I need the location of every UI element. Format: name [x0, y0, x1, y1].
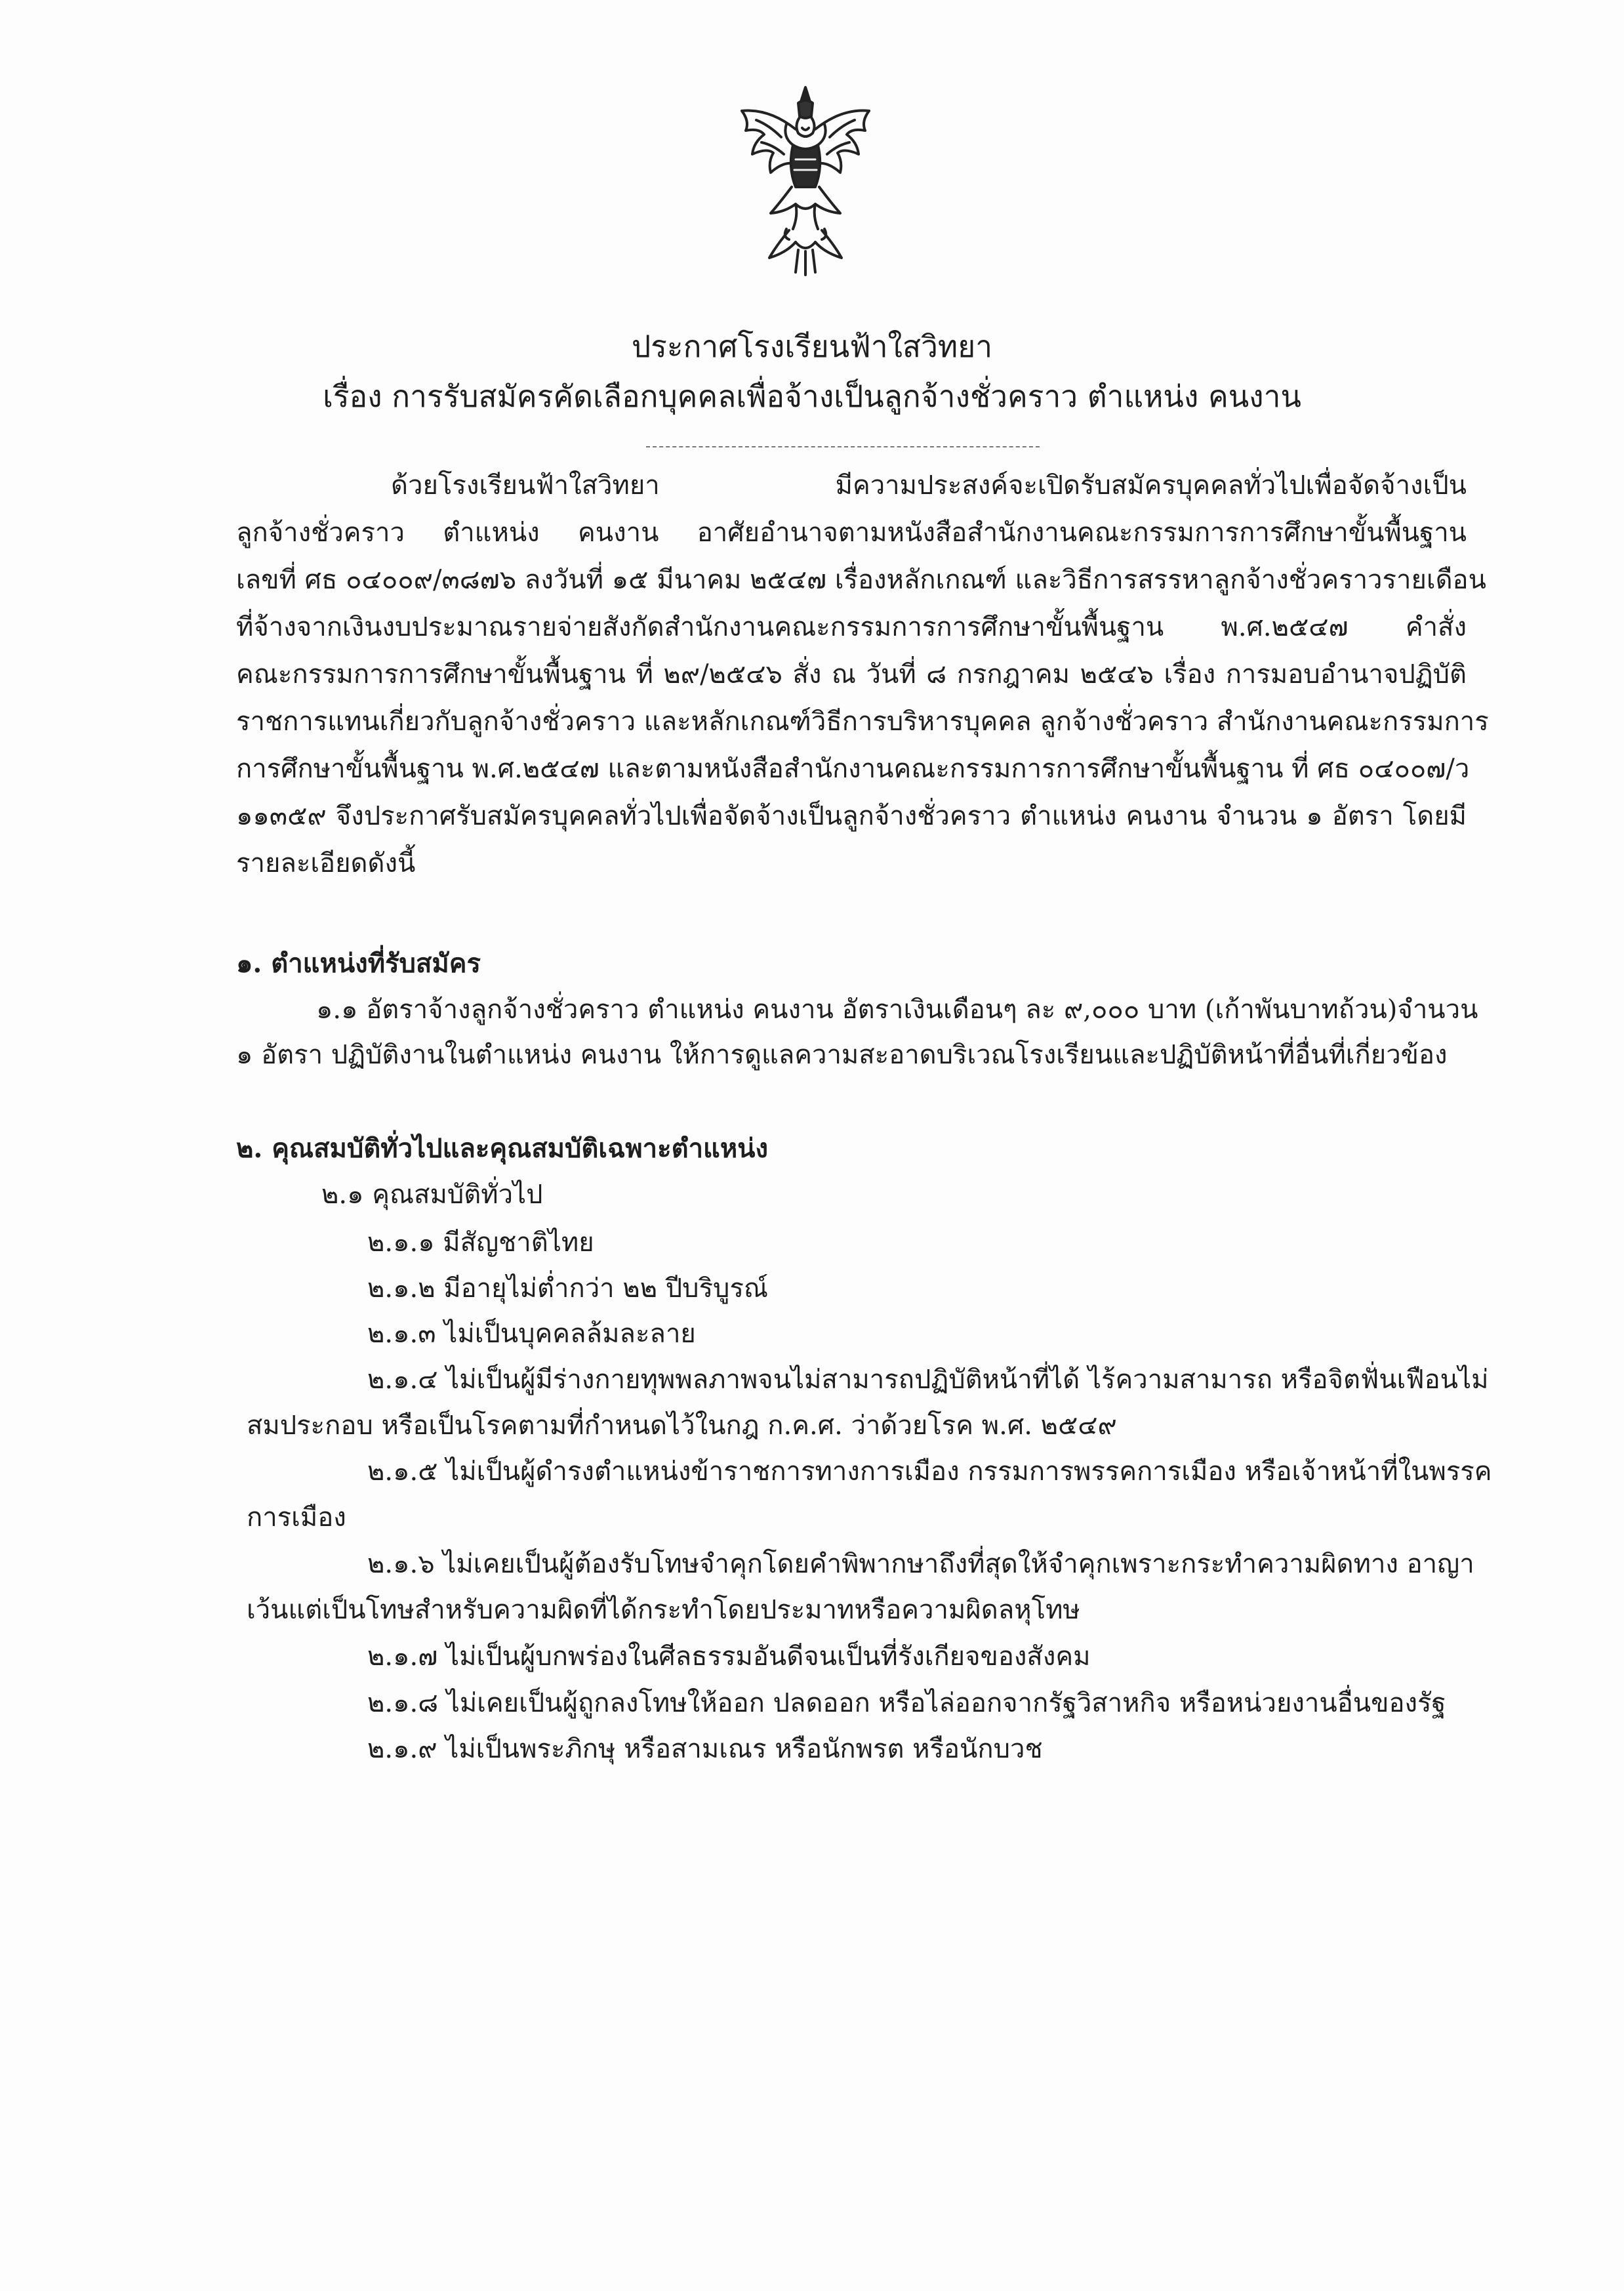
qualification-item-cont: การเมือง — [247, 1502, 346, 1533]
garuda-emblem-icon — [730, 82, 881, 279]
qualification-item: ๒.๑.๗ ไม่เป็นผู้บกพร่องในศีลธรรมอันดีจนเป็นที่รังเกียจของสังคม — [367, 1641, 1091, 1672]
intro-line: ๑๑๓๕๙ จึงประกาศรับสมัครบุคคลทั่วไปเพื่อจัดจ้างเป็นลูกจ้างชั่วคราว ตำแหน่ง คนงาน จำนวน ๑ อัตรา โดยมี — [236, 801, 1467, 831]
qualification-item-cont: เว้นแต่เป็นโทษสำหรับความผิดที่ได้กระทำโดยประมาทหรือความผิดลหุโทษ — [247, 1595, 1080, 1625]
intro-line: การศึกษาขั้นพื้นฐาน พ.ศ.๒๕๔๗ และตามหนังสือสำนักงานคณะกรรมการการศึกษาขั้นพื้นฐาน ที่ ศธ ๐๔๐๐๗/ว — [236, 754, 1470, 784]
section-1-heading: ๑. ตำแหน่งที่รับสมัคร — [236, 948, 481, 979]
intro-line: ที่จ้างจากเงินงบประมาณรายจ่ายสังกัดสำนักงานคณะกรรมการการศึกษาขั้นพื้นฐาน พ.ศ.๒๕๔๗ คำสั่ง — [236, 612, 1467, 642]
qualification-item: ๒.๑.๘ ไม่เคยเป็นผู้ถูกลงโทษให้ออก ปลดออก หรือไล่ออกจากรัฐวิสาหกิจ หรือหน่วยงานอื่นของรัฐ — [367, 1688, 1446, 1718]
announcement-title: ประกาศโรงเรียนฟ้าใสวิทยา — [631, 329, 993, 364]
intro-line: ด้วยโรงเรียนฟ้าใสวิทยา มีความประสงค์จะเปิดรับสมัครบุคคลทั่วไปเพื่อจัดจ้างเป็น — [391, 470, 1467, 501]
section-1-line: ๑ อัตรา ปฏิบัติงานในตำแหน่ง คนงาน ให้การดูแลความสะอาดบริเวณโรงเรียนและปฏิบัติหน้าที่อื่นที่เกี่ยวข้อง — [236, 1040, 1448, 1070]
section-2-heading: ๒. คุณสมบัติทั่วไปและคุณสมบัติเฉพาะตำแหน่ง — [236, 1133, 769, 1164]
intro-line: คณะกรรมการการศึกษาขั้นพื้นฐาน ที่ ๒๙/๒๕๔๖ สั่ง ณ วันที่ ๘ กรกฎาคม ๒๕๔๖ เรื่อง การมอบอำนาจปฏิบัติ — [236, 659, 1467, 690]
qualification-item: ๒.๑.๒ มีอายุไม่ต่ำกว่า ๒๒ ปีบริบูรณ์ — [367, 1273, 769, 1304]
qualification-item: ๒.๑.๓ ไม่เป็นบุคคลล้มละลาย — [367, 1319, 696, 1349]
intro-line: เลขที่ ศธ ๐๔๐๐๙/๓๘๗๖ ลงวันที่ ๑๕ มีนาคม ๒๕๔๗ เรื่องหลักเกณฑ์ และวิธีการสรรหาลูกจ้างชั่วคราวรายเดือน — [236, 565, 1486, 595]
qualification-item: ๒.๑.๖ ไม่เคยเป็นผู้ต้องรับโทษจำคุกโดยคำพิพากษาถึงที่สุดให้จำคุกเพราะกระทำความผิดทาง อาญา — [367, 1549, 1474, 1579]
section-1-line: ๑.๑ อัตราจ้างลูกจ้างชั่วคราว ตำแหน่ง คนงาน อัตราเงินเดือนๆ ละ ๙,๐๐๐ บาท (เก้าพันบาทถ้วน)จำนวน — [316, 995, 1478, 1025]
qualification-item-cont: สมประกอบ หรือเป็นโรคตามที่กำหนดไว้ในกฎ ก.ค.ศ. ว่าด้วยโรค พ.ศ. ๒๕๔๙ — [247, 1411, 1117, 1441]
qualification-item: ๒.๑.๙ ไม่เป็นพระภิกษุ หรือสามเณร หรือนักพรต หรือนักบวช — [367, 1734, 1043, 1764]
qualification-item: ๒.๑.๔ ไม่เป็นผู้มีร่างกายทุพพลภาพจนไม่สามารถปฏิบัติหน้าที่ได้ ไร้ความสามารถ หรือจิตฟั่นเฟือนไม่ — [367, 1365, 1489, 1395]
intro-line: รายละเอียดดังนี้ — [236, 848, 416, 878]
qualification-item: ๒.๑.๑ มีสัญชาติไทย — [367, 1228, 594, 1258]
intro-line: ราชการแทนเกี่ยวกับลูกจ้างชั่วคราว และหลักเกณฑ์วิธีการบริหารบุคคล ลูกจ้างชั่วคราว สำนักงานคณะกรรมการ — [236, 707, 1489, 737]
announcement-subject: เรื่อง การรับสมัครคัดเลือกบุคคลเพื่อจ้างเป็นลูกจ้างชั่วคราว ตำแหน่ง คนงาน — [323, 379, 1301, 414]
qualification-item: ๒.๑.๕ ไม่เป็นผู้ดำรงตำแหน่งข้าราชการทางการเมือง กรรมการพรรคการเมือง หรือเจ้าหน้าที่ในพรรค — [367, 1456, 1492, 1487]
section-2-subheading: ๒.๑ คุณสมบัติทั่วไป — [321, 1180, 543, 1210]
title-divider — [646, 446, 1040, 447]
intro-line: ลูกจ้างชั่วคราว ตำแหน่ง คนงาน อาศัยอำนาจตามหนังสือสำนักงานคณะกรรมการการศึกษาขั้นพื้นฐาน — [236, 518, 1467, 548]
